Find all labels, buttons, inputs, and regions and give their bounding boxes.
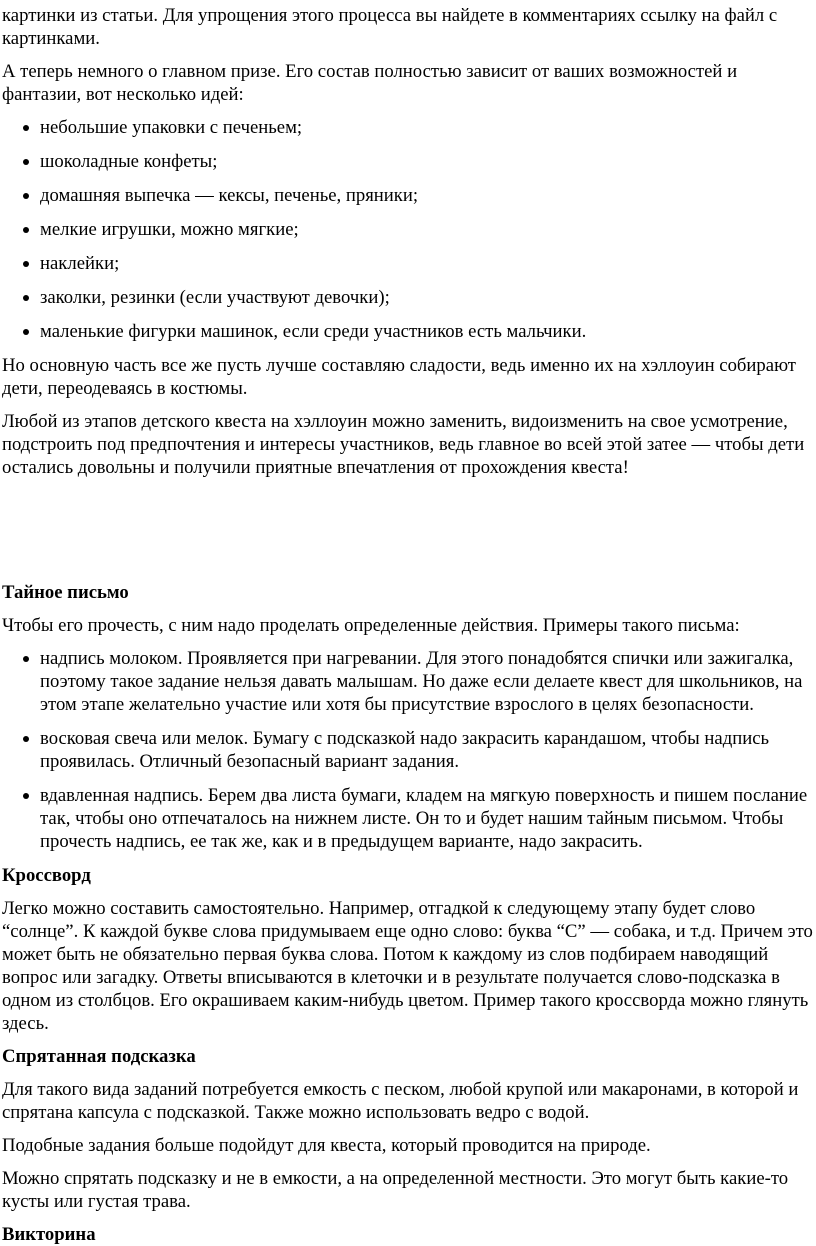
list-item-text: мелкие игрушки, можно мягкие; [40,219,299,240]
list-item [2,647,814,716]
list-item-text: заколки, резинки (если участвуют девочки); [40,287,390,308]
section-heading-quiz: Викторина [2,1224,96,1245]
secret-letter-list [2,647,814,853]
list-item [2,252,814,275]
paragraph-sweets: Но основную часть все же пусть лучше составляю сладости, ведь именно их на хэллоуин собирают дети, переодеваясь в костюмы. [2,355,796,399]
list-item-text: шоколадные конфеты; [40,151,218,172]
bullet-icon [23,159,29,165]
bullet-icon [23,125,29,131]
list-item [2,727,814,773]
bullet-icon [23,656,29,662]
paragraph-crossword: Легко можно составить самостоятельно. Например, отгадкой к следующему этапу будет слово “солнце”. К каждой букве слова придумываем еще одно слово: буква “С” — собака, и т.д. Причем это может быть не обязательно первая буква слова. Потом к каждому из слов подбираем наводящий вопрос или загадку. Ответы вписываются в клеточки и в результате получается слово-подсказка в одном из столбцов. Его окрашиваем каким-нибудь цветом. Пример такого кроссворда можно глянуть здесь. [2,898,813,1034]
list-item [2,784,814,853]
paragraph-any-stage: Любой из этапов детского квеста на хэллоуин можно заменить, видоизменить на свое усмотрение, подстроить под предпочтения и интересы участников, ведь главное во всей этой затее — чтобы дети остались довольны и получили приятные впечатления от прохождения квеста! [2,411,805,478]
list-item-text: наклейки; [40,253,120,274]
paragraph-prize-intro: А теперь немного о главном призе. Его состав полностью зависит от ваших возможностей и фантазии, вот несколько идей: [2,61,738,105]
bullet-icon [23,295,29,301]
paragraph-hidden-clue-3: Можно спрятать подсказку и не в емкости, а на определенной местности. Это могут быть какие-то кусты или густая трава. [2,1168,789,1212]
list-item-text: маленькие фигурки машинок, если среди участников есть мальчики. [40,321,587,342]
bullet-icon [23,227,29,233]
list-item [2,286,814,309]
bullet-icon [23,261,29,267]
section-gap [2,489,814,581]
list-item-text: домашняя выпечка — кексы, печенье, пряники; [40,185,419,206]
list-item [2,150,814,173]
paragraph-secret-intro: Чтобы его прочесть, с ним надо проделать определенные действия. Примеры такого письма: [2,615,740,636]
paragraph-hidden-clue-2: Подобные задания больше подойдут для квеста, который проводится на природе. [2,1135,651,1156]
bullet-icon [23,736,29,742]
list-item [2,218,814,241]
section-heading-crossword: Кроссворд [2,865,91,886]
paragraph-hidden-clue-1: Для такого вида заданий потребуется емкость с песком, любой крупой или макаронами, в которой и спрятана капсула с подсказкой. Также можно использовать ведро с водой. [2,1079,799,1123]
list-item-text: надпись молоком. Проявляется при нагревании. Для этого понадобятся спички или зажигалка, поэтому такое задание нельзя давать малышам. Но даже если делаете квест для школьников, на этом этапе желательно участие или хотя бы присутствие взрослого в целях безопасности. [40,648,803,715]
bullet-icon [23,793,29,799]
section-heading-hidden-clue: Спрятанная подсказка [2,1046,196,1067]
bullet-icon [23,329,29,335]
list-item [2,320,814,343]
list-item-text: восковая свеча или мелок. Бумагу с подсказкой надо закрасить карандашом, чтобы надпись проявилась. Отличный безопасный вариант задания. [40,728,770,772]
list-item-text: небольшие упаковки с печеньем; [40,117,303,138]
bullet-icon [23,193,29,199]
prize-ideas-list [2,116,814,343]
list-item [2,184,814,207]
list-item-text: вдавленная надпись. Берем два листа бумаги, кладем на мягкую поверхность и пишем послание так, чтобы оно отпечаталось на нижнем листе. Он то и будет нашим тайным письмом. Чтобы прочесть надпись, ее так же, как и в предыдущем варианте, надо закрасить. [40,785,808,852]
section-heading-secret-letter: Тайное письмо [2,582,129,603]
list-item [2,116,814,139]
paragraph-images-continuation: картинки из статьи. Для упрощения этого процесса вы найдете в комментариях ссылку на файл с картинками. [2,5,778,49]
